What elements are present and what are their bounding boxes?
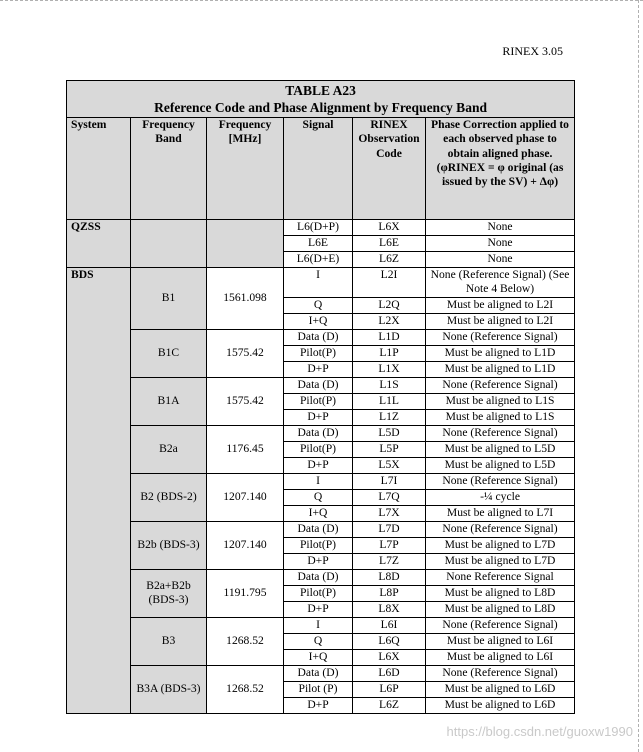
code-cell: L5X [353, 457, 426, 473]
signal-cell: Data (D) [284, 377, 353, 393]
phase-cell: None (Reference Signal) [426, 665, 575, 681]
code-cell: L6D [353, 665, 426, 681]
phase-cell: None [426, 220, 575, 236]
frequency-cell: 1191.795 [207, 569, 284, 617]
signal-cell: Data (D) [284, 665, 353, 681]
signal-cell: D+P [284, 553, 353, 569]
code-cell: L5D [353, 425, 426, 441]
signal-cell: D+P [284, 457, 353, 473]
code-cell: L1P [353, 345, 426, 361]
band-cell: B3A (BDS-3) [131, 665, 207, 713]
frequency-cell: 1561.098 [207, 268, 284, 330]
code-cell: L7P [353, 537, 426, 553]
phase-cell: None (Reference Signal) [426, 521, 575, 537]
table-row [67, 569, 575, 585]
code-cell: L7Z [353, 553, 426, 569]
table-row [67, 617, 575, 633]
frequency-cell: 1176.45 [207, 425, 284, 473]
code-cell: L6Z [353, 252, 426, 268]
table-row [67, 220, 575, 236]
signal-cell: Pilot(P) [284, 393, 353, 409]
code-cell: L8X [353, 601, 426, 617]
table-row [67, 473, 575, 489]
signal-cell: I+Q [284, 649, 353, 665]
table-row [67, 665, 575, 681]
phase-cell: Must be aligned to L2I [426, 297, 575, 313]
system-cell: QZSS [67, 220, 131, 268]
phase-cell: Must be aligned to L7I [426, 505, 575, 521]
band-cell: B1C [131, 329, 207, 377]
document-header: RINEX 3.05 [502, 44, 563, 58]
system-cell: BDS [67, 268, 131, 714]
code-cell: L6I [353, 617, 426, 633]
col-header-phase: Phase Correction applied to each observed phase to obtain aligned phase. (φRINEX = φ original (as issued by the SV) + Δφ) [426, 118, 575, 220]
phase-cell: Must be aligned to L1S [426, 393, 575, 409]
frequency-cell [207, 220, 284, 268]
phase-cell: Must be aligned to L7D [426, 537, 575, 553]
band-cell: B2 (BDS-2) [131, 473, 207, 521]
signal-cell: I+Q [284, 505, 353, 521]
signal-cell: Q [284, 297, 353, 313]
code-cell: L1L [353, 393, 426, 409]
phase-cell: None (Reference Signal) (See Note 4 Below) [426, 268, 575, 298]
code-cell: L6E [353, 236, 426, 252]
signal-cell: D+P [284, 601, 353, 617]
signal-cell: I+Q [284, 313, 353, 329]
frequency-cell: 1575.42 [207, 329, 284, 377]
band-cell: B2a+B2b (BDS-3) [131, 569, 207, 617]
code-cell: L6P [353, 681, 426, 697]
code-cell: L7Q [353, 489, 426, 505]
signal-cell: Data (D) [284, 329, 353, 345]
table-title: TABLE A23 [285, 83, 356, 98]
table-title-cell [67, 81, 575, 118]
band-cell: B1 [131, 268, 207, 330]
code-cell: L6Q [353, 633, 426, 649]
phase-cell: Must be aligned to L8D [426, 585, 575, 601]
signal-cell: Pilot(P) [284, 537, 353, 553]
band-cell [131, 220, 207, 268]
phase-cell: None (Reference Signal) [426, 377, 575, 393]
phase-cell: None (Reference Signal) [426, 617, 575, 633]
phase-cell: None [426, 236, 575, 252]
phase-cell: None [426, 252, 575, 268]
frequency-cell: 1207.140 [207, 521, 284, 569]
page-border-right [638, 0, 639, 752]
code-cell: L2Q [353, 297, 426, 313]
table-row [67, 377, 575, 393]
band-cell: B3 [131, 617, 207, 665]
phase-cell: None (Reference Signal) [426, 425, 575, 441]
band-cell: B2a [131, 425, 207, 473]
frequency-cell: 1268.52 [207, 617, 284, 665]
signal-cell: Data (D) [284, 521, 353, 537]
phase-cell: Must be aligned to L6D [426, 697, 575, 713]
phase-cell: None (Reference Signal) [426, 473, 575, 489]
phase-cell: Must be aligned to L1D [426, 345, 575, 361]
col-header-band: Frequency Band [131, 118, 207, 220]
phase-cell: Must be aligned to L5D [426, 457, 575, 473]
code-cell: L5P [353, 441, 426, 457]
signal-cell: Pilot(P) [284, 441, 353, 457]
code-cell: L1X [353, 361, 426, 377]
code-cell: L6X [353, 649, 426, 665]
code-cell: L7D [353, 521, 426, 537]
watermark: https://blog.csdn.net/guoxw1990 [446, 724, 633, 739]
phase-cell: Must be aligned to L1S [426, 409, 575, 425]
phase-cell: Must be aligned to L6D [426, 681, 575, 697]
frequency-cell: 1207.140 [207, 473, 284, 521]
code-cell: L2X [353, 313, 426, 329]
signal-cell: Pilot(P) [284, 345, 353, 361]
signal-cell: D+P [284, 697, 353, 713]
code-cell: L7I [353, 473, 426, 489]
code-cell: L6Z [353, 697, 426, 713]
code-cell: L1S [353, 377, 426, 393]
phase-cell: None Reference Signal [426, 569, 575, 585]
col-header-frequency: Frequency [MHz] [207, 118, 284, 220]
signal-cell: L6(D+P) [284, 220, 353, 236]
signal-cell: Data (D) [284, 425, 353, 441]
code-cell: L1Z [353, 409, 426, 425]
col-header-code: RINEX Observation Code [353, 118, 426, 220]
signal-cell: Q [284, 489, 353, 505]
table-row [67, 329, 575, 345]
band-cell: B1A [131, 377, 207, 425]
phase-cell: Must be aligned to L2I [426, 313, 575, 329]
phase-cell: Must be aligned to L7D [426, 553, 575, 569]
col-header-signal: Signal [284, 118, 353, 220]
signal-cell: Q [284, 633, 353, 649]
table-row [67, 268, 575, 298]
signal-cell: D+P [284, 361, 353, 377]
phase-cell: -¼ cycle [426, 489, 575, 505]
phase-cell: Must be aligned to L6I [426, 633, 575, 649]
code-cell: L7X [353, 505, 426, 521]
table-row [67, 521, 575, 537]
table-subtitle: Reference Code and Phase Alignment by Frequency Band [154, 100, 487, 115]
code-cell: L6X [353, 220, 426, 236]
frequency-cell: 1575.42 [207, 377, 284, 425]
signal-cell: L6(D+E) [284, 252, 353, 268]
band-cell: B2b (BDS-3) [131, 521, 207, 569]
phase-cell: None (Reference Signal) [426, 329, 575, 345]
code-cell: L8D [353, 569, 426, 585]
signal-cell: Data (D) [284, 569, 353, 585]
col-header-system: System [67, 118, 131, 220]
signal-cell: L6E [284, 236, 353, 252]
code-cell: L1D [353, 329, 426, 345]
table-row [67, 425, 575, 441]
signal-cell: Pilot(P) [284, 585, 353, 601]
signal-cell: I [284, 473, 353, 489]
page-border-top [0, 0, 643, 1]
phase-cell: Must be aligned to L1D [426, 361, 575, 377]
code-cell: L2I [353, 268, 426, 298]
phase-cell: Must be aligned to L6I [426, 649, 575, 665]
phase-cell: Must be aligned to L8D [426, 601, 575, 617]
phase-cell: Must be aligned to L5D [426, 441, 575, 457]
signal-cell: Pilot (P) [284, 681, 353, 697]
signal-cell: I [284, 617, 353, 633]
code-cell: L8P [353, 585, 426, 601]
signal-cell: I [284, 268, 353, 298]
table-a23 [66, 80, 575, 714]
frequency-cell: 1268.52 [207, 665, 284, 713]
signal-cell: D+P [284, 409, 353, 425]
